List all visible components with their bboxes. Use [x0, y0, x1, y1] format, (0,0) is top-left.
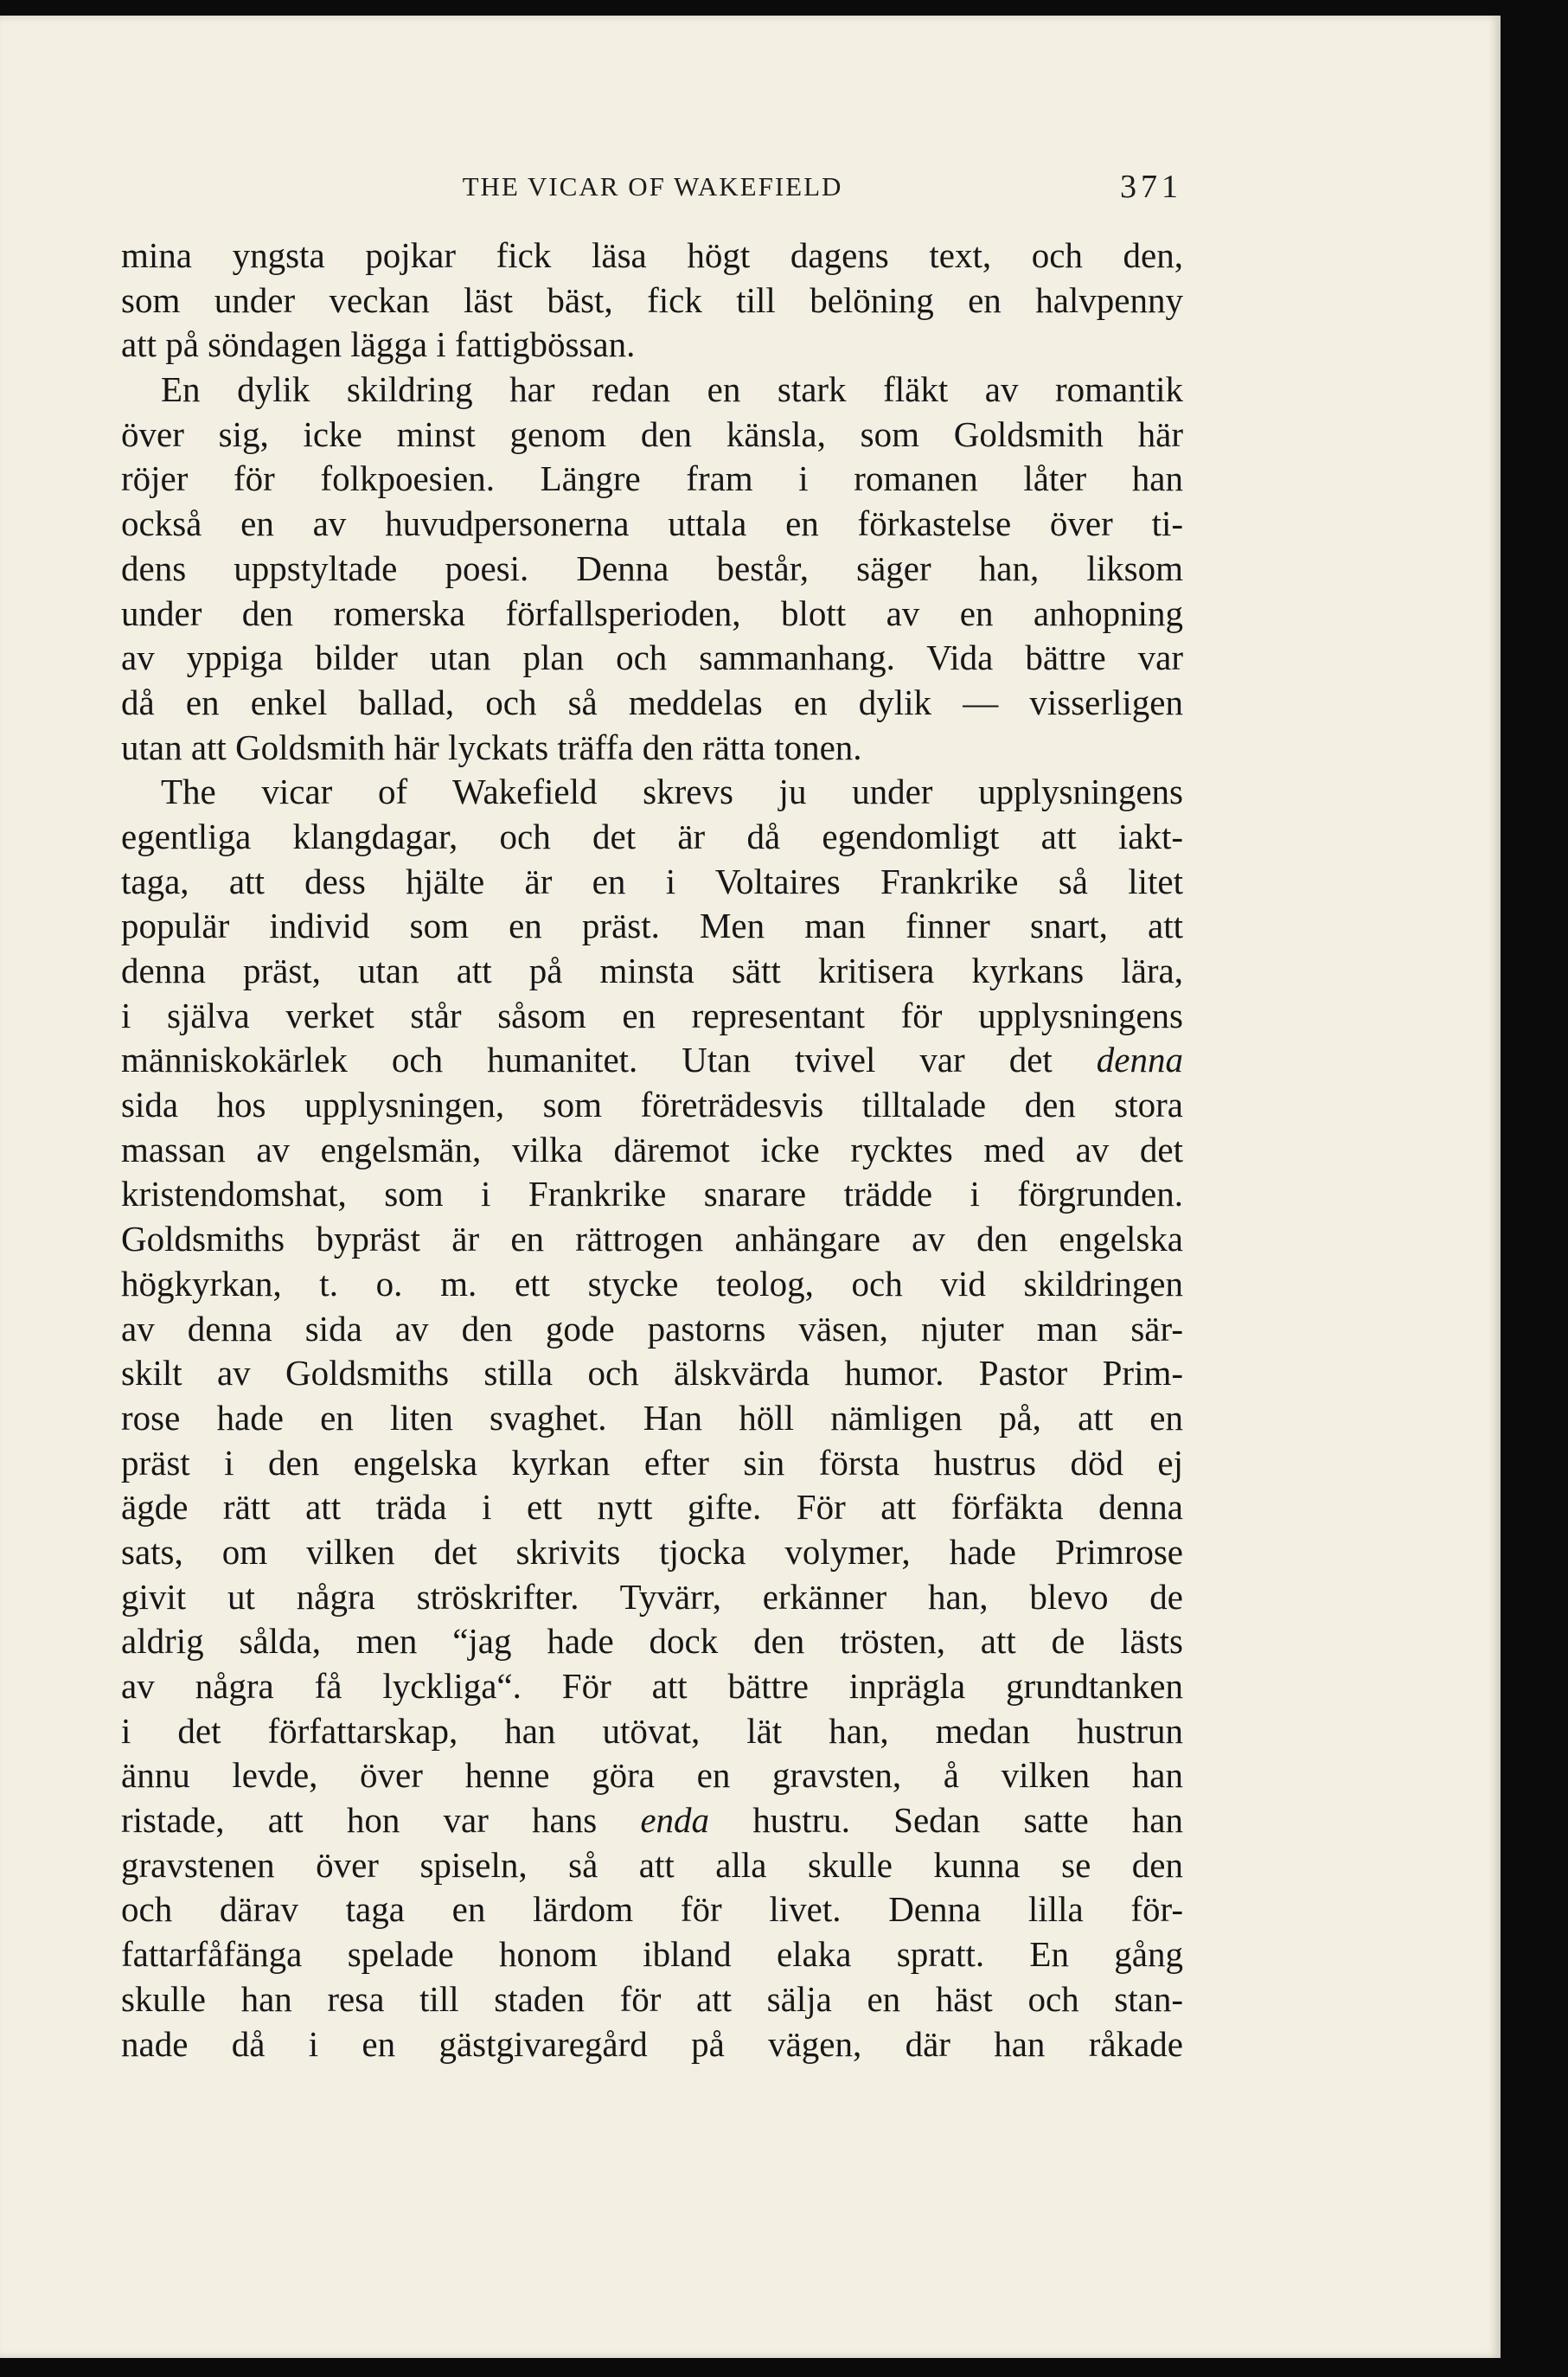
text-line: av yppiga bilder utan plan och sammanhang. Vida bättre var [121, 637, 1183, 678]
page-number: 371 [1120, 169, 1182, 205]
text-line: präst i den engelska kyrkan efter sin första hustrus död ej [121, 1442, 1183, 1483]
emphasis: denna [1096, 1040, 1183, 1080]
text-line: denna präst, utan att på minsta sätt kritisera kyrkans lära, [121, 951, 1183, 990]
running-head [123, 171, 1182, 209]
text-line: taga, att dess hjälte är en i Voltaires Frankrike så litet [121, 861, 1183, 901]
text-line: då en enkel ballad, och så meddelas en dylik — visserligen [121, 682, 1183, 722]
text-line: The vicar of Wakefield skrevs ju under upplysningens [161, 772, 1183, 812]
text-line: ristade, att hon var hans enda hustru. Sedan satte han [121, 1800, 1184, 1841]
text-line: över sig, icke minst genom den känsla, som Goldsmith här [121, 413, 1183, 454]
text-line: i det författarskap, han utövat, lät han, medan hustrun [121, 1710, 1183, 1751]
scanned-page [0, 16, 1501, 2358]
text-line: röjer för folkpoesien. Längre fram i romanen låter han [121, 458, 1183, 499]
text-line: att på söndagen lägga i fattigbössan. [121, 324, 636, 365]
text-line: ännu levde, över henne göra en gravsten, å vilken han [121, 1755, 1183, 1796]
text-line: i själva verket står såsom en representant för upplysningens [121, 995, 1183, 1035]
text-line: dens uppstyltade poesi. Denna består, säger han, liksom [121, 548, 1183, 588]
text-line: skilt av Goldsmiths stilla och älskvärda humor. Pastor Prim- [121, 1353, 1183, 1394]
body-text [121, 234, 1183, 2066]
text-line: givit ut några ströskrifter. Tyvärr, erkänner han, blevo de [121, 1576, 1183, 1617]
text-line: också en av huvudpersonerna uttala en förkastelse över ti- [121, 503, 1183, 544]
text-line: ägde rätt att träda i ett nytt gifte. För att förfäkta denna [121, 1487, 1183, 1528]
text-line: En dylik skildring har redan en stark fläkt av romantik [161, 369, 1183, 410]
text-line: massan av engelsmän, vilka däremot icke rycktes med av det [121, 1129, 1183, 1169]
emphasis: enda [640, 1800, 710, 1841]
running-title: THE VICAR OF WAKEFIELD [462, 171, 843, 202]
text-line: högkyrkan, t. o. m. ett stycke teolog, och vid skildringen [121, 1263, 1183, 1304]
text-line: rose hade en liten svaghet. Han höll nämligen på, att en [121, 1397, 1183, 1438]
text-line: människokärlek och humanitet. Utan tvivel var det denna [121, 1040, 1183, 1080]
text-line: utan att Goldsmith här lyckats träffa den rätta tonen. [121, 727, 862, 767]
text-line: av några få lyckliga“. För att bättre inprägla grundtanken [121, 1666, 1183, 1706]
text-line: skulle han resa till staden för att sälja en häst och stan- [121, 1978, 1183, 2019]
text-line: Goldsmiths bypräst är en rättrogen anhängare av den engelska [121, 1219, 1183, 1259]
text-line: under den romerska förfallsperioden, blott av en anhopning [121, 593, 1183, 633]
text-line: aldrig sålda, men “jag hade dock den trösten, att de lästs [121, 1621, 1183, 1662]
text-line: nade då i en gästgivaregård på vägen, där han råkade [121, 2023, 1183, 2064]
text-line: sats, om vilken det skrivits tjocka volymer, hade Primrose [121, 1531, 1183, 1572]
text-line: kristendomshat, som i Frankrike snarare trädde i förgrunden. [121, 1174, 1183, 1214]
text-line: egentliga klangdagar, och det är då egendomligt att iakt- [121, 816, 1183, 856]
text-line: populär individ som en präst. Men man finner snart, att [121, 906, 1183, 946]
text-line: och därav taga en lärdom för livet. Denna lilla för- [121, 1889, 1183, 1930]
text-line: gravstenen över spiseln, så att alla skulle kunna se den [121, 1844, 1183, 1885]
text-line: av denna sida av den gode pastorns väsen, njuter man sär- [121, 1308, 1183, 1349]
text-line: som under veckan läst bäst, fick till belöning en halvpenny [121, 279, 1183, 320]
text-line: sida hos upplysningen, som företrädesvis tilltalade den stora [121, 1085, 1183, 1125]
text-line: mina yngsta pojkar fick läsa högt dagens text, och den, [121, 235, 1183, 275]
text-line: fattarfåfänga spelade honom ibland elaka spratt. En gång [121, 1934, 1183, 1975]
